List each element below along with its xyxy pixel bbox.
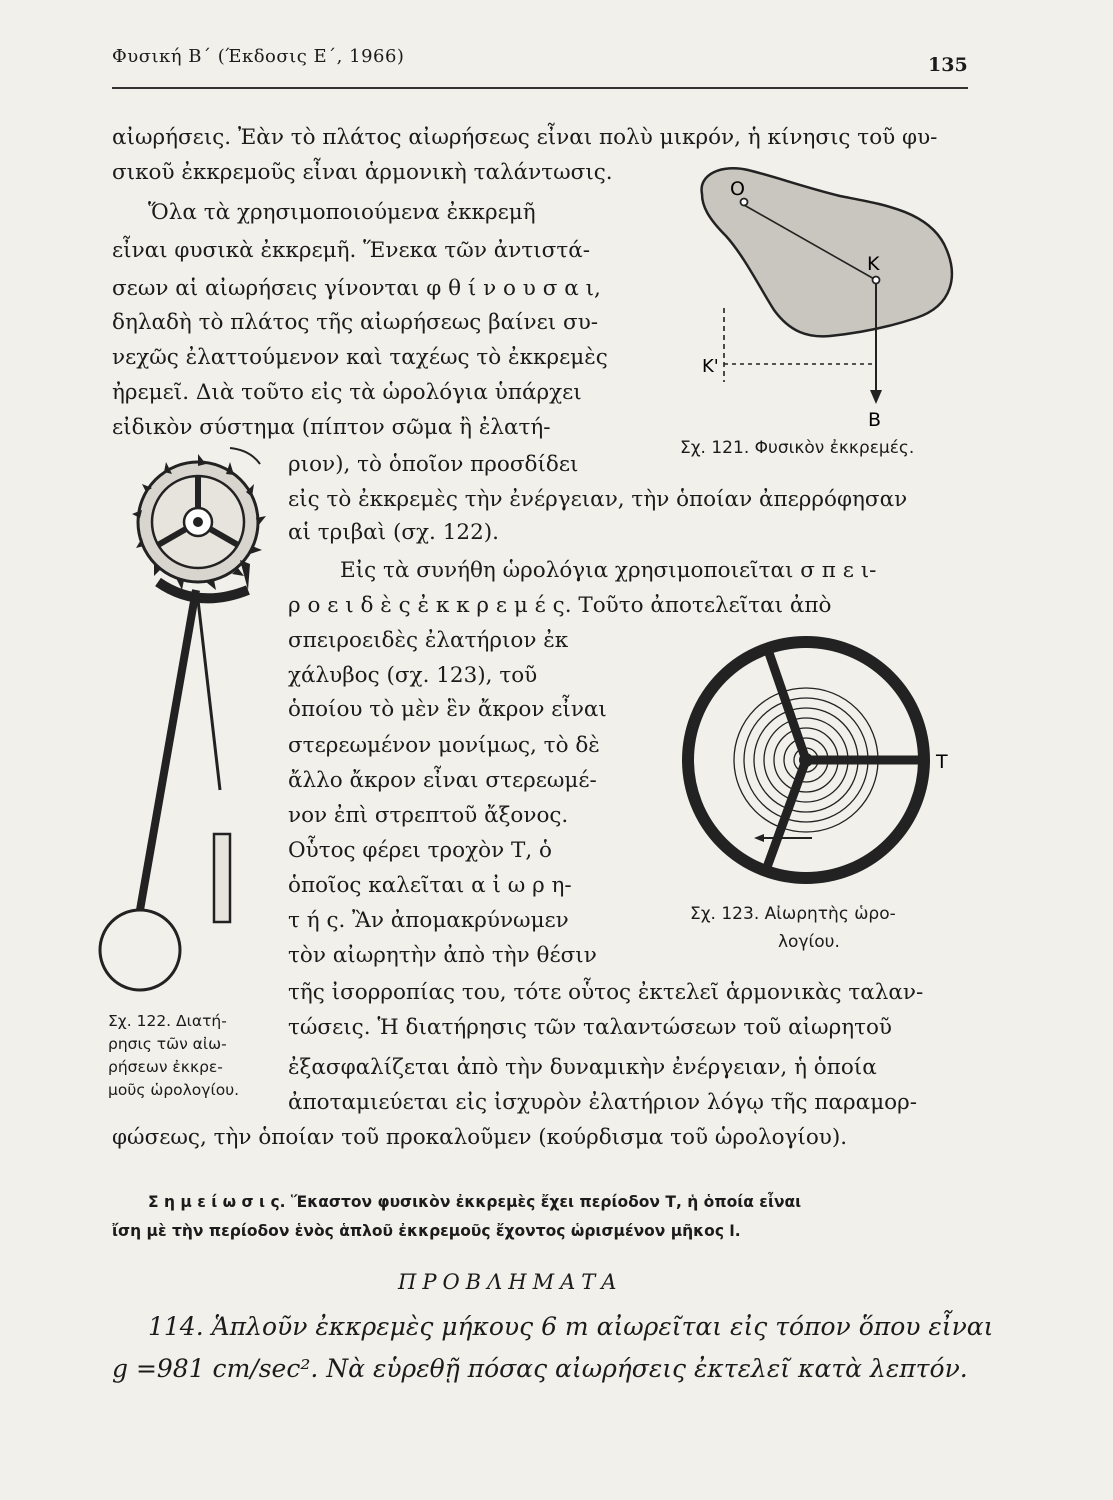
label-k-prime: K' — [702, 356, 719, 377]
text-line: ἠρεμεῖ. Διὰ τοῦτο εἰς τὰ ὡρολόγια ὑπάρχει — [112, 380, 582, 405]
figure-122-clock-escapement — [100, 440, 290, 1010]
pendulum-bob — [100, 910, 180, 990]
text-line: στερεωμένον μονίμως, τὸ δὲ — [288, 733, 600, 758]
text-line: νεχῶς ἐλαττούμενον καὶ ταχέως τὸ ἐκκρεμὲς — [112, 345, 608, 370]
text-line: σικοῦ ἐκκρεμοῦς εἶναι ἁρμονικὴ ταλάντωσις. — [112, 160, 613, 185]
weight-arrowhead — [870, 390, 882, 404]
text-line: εἰδικὸν σύστημα (πίπτον σῶμα ἢ ἐλατή- — [112, 415, 551, 440]
problems-heading: ΠΡΟΒΛΗΜΑΤΑ — [398, 1270, 623, 1294]
figure-121-physical-pendulum — [690, 160, 960, 435]
problem-114-line: 114. Ἁπλοῦν ἐκκρεμὲς μήκους 6 m αἰωρεῖται εἰς τόπον ὅπου εἶναι — [148, 1312, 994, 1341]
text-line: φώσεως, τὴν ὁποίαν τοῦ προκαλοῦμεν (κούρδισμα τοῦ ὡρολογίου). — [112, 1125, 848, 1150]
text-line: ἄλλο ἄκρον εἶναι στερεωμέ- — [288, 768, 597, 793]
anchor-arm — [158, 582, 248, 598]
label-k: K — [867, 253, 880, 275]
text-line: Οὗτος φέρει τροχὸν Τ, ὁ — [288, 838, 552, 863]
label-b: B — [868, 409, 882, 431]
pendulum-rod — [140, 590, 196, 910]
header-rule — [112, 87, 968, 89]
problem-114-line: g =981 cm/sec². Νὰ εὑρεθῇ πόσας αἰωρήσεις ἐκτελεῖ κατὰ λεπτόν. — [112, 1354, 968, 1383]
text-line: ρ ο ε ι δ ὲ ς ἐ κ κ ρ ε μ έ ς. Τοῦτο ἀποτελεῖται ἀπὸ — [288, 593, 832, 618]
regulator-arrowhead — [754, 834, 764, 842]
figure-122-caption-line: Σχ. 122. Διατή- — [108, 1012, 227, 1030]
note-line: Σ η μ ε ί ω σ ι ς. Ἕκαστον φυσικὸν ἐκκρεμὲς ἔχει περίοδον Τ, ἡ ὁποία εἶναι — [148, 1193, 802, 1211]
text-line: αἱ τριβαὶ (σχ. 122). — [288, 520, 499, 545]
wheel-hub — [799, 753, 813, 767]
figure-121-caption: Σχ. 121. Φυσικὸν ἐκκρεμές. — [680, 438, 915, 458]
text-line: ἐξασφαλίζεται ἀπὸ τὴν δυναμικὴν ἐνέργειαν, ἡ ὁποία — [288, 1055, 877, 1080]
text-line: Εἰς τὰ συνήθη ὡρολόγια χρησιμοποιεῖται σ π ε ι- — [340, 558, 877, 583]
text-line: αἰωρήσεις. Ἐὰν τὸ πλάτος αἰωρήσεως εἶναι πολὺ μικρόν, ἡ κίνησις τοῦ φυ- — [112, 125, 938, 150]
running-header: Φυσική Β΄ (Έκδοσις Ε΄, 1966) — [112, 46, 405, 67]
text-line: ἀποταμιεύεται εἰς ἰσχυρὸν ἐλατήριον λόγῳ τῆς παραμορ- — [288, 1090, 918, 1115]
label-o: O — [730, 178, 745, 200]
text-line: εἰς τὸ ἐκκρεμὲς τὴν ἐνέργειαν, τὴν ὁποίαν ἀπερρόφησαν — [288, 487, 908, 512]
text-line: τ ή ς. Ἂν ἀπομακρύνωμεν — [288, 908, 569, 933]
text-line: χάλυβος (σχ. 123), τοῦ — [288, 663, 538, 688]
text-line: δηλαδὴ τὸ πλάτος τῆς αἰωρήσεως βαίνει συ- — [112, 310, 599, 335]
spoke — [766, 760, 806, 870]
anchor-arc — [230, 448, 260, 464]
text-line: νον ἐπὶ στρεπτοῦ ἄξονος. — [288, 803, 569, 828]
text-line: σπειροειδὲς ἐλατήριον ἐκ — [288, 628, 569, 653]
figure-123-caption-line: Σχ. 123. Αἰωρητὴς ὡρο- — [690, 904, 896, 924]
text-line: ὁποίου τὸ μὲν ἓν ἄκρον εἶναι — [288, 697, 607, 722]
crutch-fork — [214, 834, 230, 922]
text-line: τὸν αἰωρητὴν ἀπὸ τὴν θέσιν — [288, 943, 597, 968]
center-point-k — [873, 277, 880, 284]
text-line: σεων αἱ αἰωρήσεις γίνονται φ θ ί ν ο υ σ α ι, — [112, 276, 601, 301]
text-line: τώσεις. Ἡ διατήρησις τῶν ταλαντώσεων τοῦ αἰωρητοῦ — [288, 1015, 893, 1040]
text-line: ριον), τὸ ὁποῖον προσδίδει — [288, 452, 579, 477]
text-line: εἶναι φυσικὰ ἐκκρεμῆ. Ἕνεκα τῶν ἀντιστά- — [112, 238, 590, 263]
crutch-rod — [198, 600, 220, 790]
figure-122-caption-line: ρησις τῶν αἰω- — [108, 1035, 227, 1053]
text-line: τῆς ἰσορροπίας του, τότε οὗτος ἐκτελεῖ ἁρμονικὰς ταλαν- — [288, 980, 924, 1005]
text-line: Ὅλα τὰ χρησιμοποιούμενα ἐκκρεμῆ — [148, 200, 536, 225]
page-number: 135 — [928, 54, 968, 76]
figure-123-caption-line: λογίου. — [778, 932, 840, 952]
spoke — [768, 650, 806, 760]
note-line: ἴση μὲ τὴν περίοδον ἑνὸς ἁπλοῦ ἐκκρεμοῦς ἔχοντος ὡρισμένον μῆκος l. — [112, 1222, 741, 1240]
figure-123-balance-wheel — [680, 630, 950, 890]
figure-122-caption-line: ρήσεων ἐκκρε- — [108, 1058, 223, 1076]
figure-122-caption-line: μοῦς ὡρολογίου. — [108, 1081, 240, 1099]
label-t: T — [936, 751, 948, 773]
text-line: ὁποῖος καλεῖται α ἰ ω ρ η- — [288, 873, 572, 898]
